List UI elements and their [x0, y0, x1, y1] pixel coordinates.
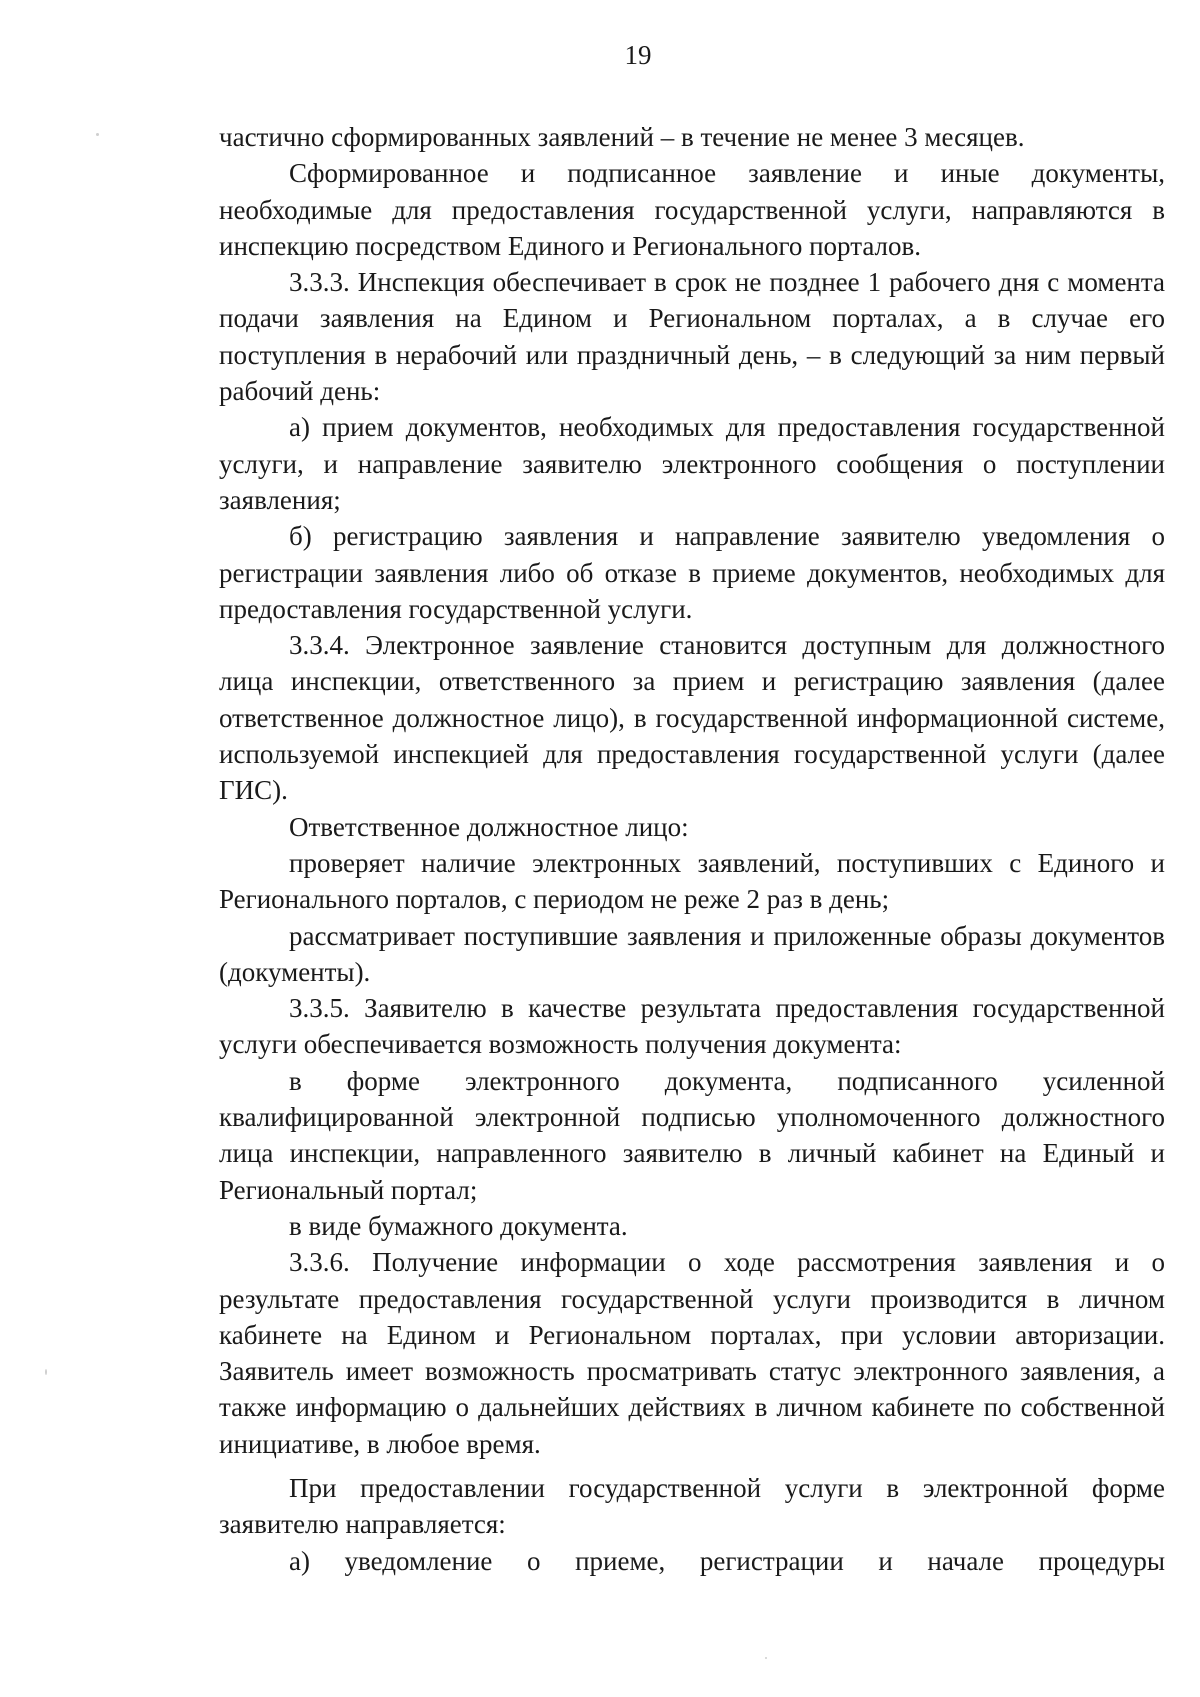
paragraph-responsible-official: Ответственное должностное лицо: [289, 811, 689, 842]
paragraph-section-3-3-4: 3.3.4. Электронное заявление становится доступным для должностного лица инспекции, ответственного за прием и регистрацию заявления (далее ответственное должностное лицо), в государственной информационной системе, используемой инспекцией для предоставления государственной услуги (далее ГИС). [219, 630, 1165, 806]
paragraph-continuation: частично сформированных заявлений – в течение не менее 3 месяцев. [219, 122, 1025, 152]
paragraph-item-b-registration: б) регистрацию заявления и направление заявителю уведомления о регистрации заявления либо об отказе в приеме документов, необходимых для предоставления государственной услуги. [219, 521, 1165, 624]
paragraph-notice-item-a: а) уведомление о приеме, регистрации и начале процедуры [289, 1545, 1165, 1576]
scan-speck [45, 1369, 47, 1375]
paragraph-paper-document: в виде бумажного документа. [289, 1210, 628, 1241]
paragraph-formed-application: Сформированное и подписанное заявление и иные документы, необходимые для предоставления государственной услуги, направляются в инспекцию посредством Единого и Регионального порталов. [219, 158, 1165, 261]
paragraph-section-3-3-5: 3.3.5. Заявителю в качестве результата предоставления государственной услуги обеспечивается возможность получения документа: [219, 993, 1165, 1060]
paragraph-checks-applications: проверяет наличие электронных заявлений, поступивших с Единого и Регионального порталов, с периодом не реже 2 раз в день; [219, 847, 1165, 915]
document-body [219, 119, 1165, 1579]
paragraph-section-3-3-3: 3.3.3. Инспекция обеспечивает в срок не позднее 1 рабочего дня с момента подачи заявления на Едином и Региональном порталах, а в случае его поступления в нерабочий или праздничный день, – в следующий за ним первый рабочий день: [219, 267, 1165, 407]
page-number: 19 [624, 40, 652, 70]
paragraph-reviews-applications: рассматривает поступившие заявления и приложенные образы документов (документы). [219, 920, 1165, 987]
paragraph-section-3-3-6: 3.3.6. Получение информации о ходе рассмотрения заявления и о результате предоставления государственной услуги производится в личном кабинете на Едином и Региональном порталах, при условии авторизации. Заявитель имеет возможность просматривать статус электронного заявления, а также информацию о дальнейших действиях в личном кабинете по собственной инициативе, в любое время. [219, 1247, 1165, 1459]
paragraph-electronic-document: в форме электронного документа, подписанного усиленной квалифицированной электронной подписью уполномоченного должностного лица инспекции, направленного заявителю в личный кабинет на Единый и Региональный портал; [219, 1065, 1165, 1205]
paragraph-electronic-provision: При предоставлении государственной услуги в электронной форме заявителю направляется: [219, 1472, 1165, 1540]
scan-speck [765, 1657, 767, 1659]
scan-speck [96, 133, 99, 136]
paragraph-item-a-document-intake: а) прием документов, необходимых для предоставления государственной услуги, и направление заявителю электронного сообщения о поступлении заявления; [219, 412, 1165, 515]
